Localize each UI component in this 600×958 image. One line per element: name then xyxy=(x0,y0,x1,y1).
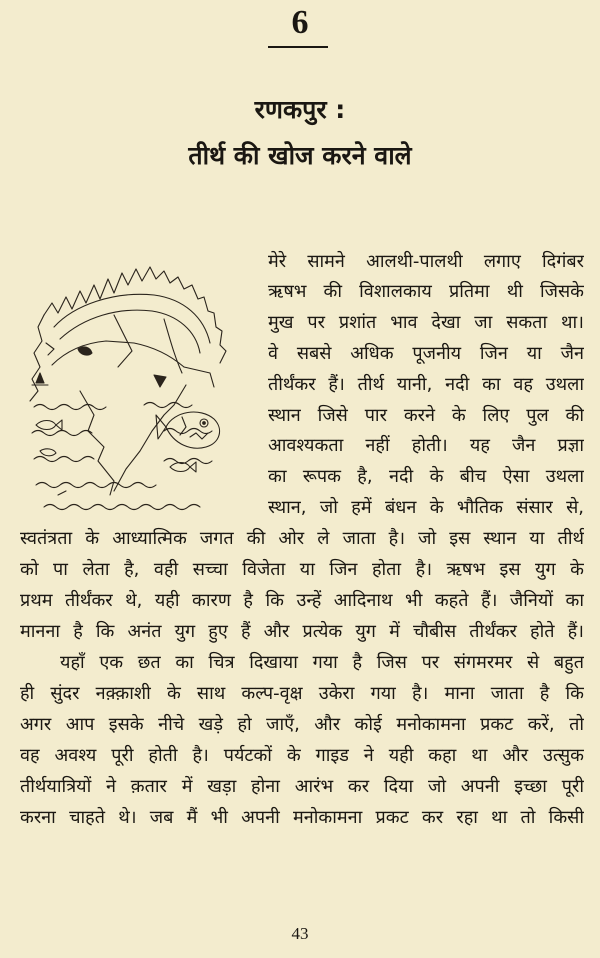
body-line-12: प्रथम तीर्थंकर थे, यही कारण है कि उन्हें आदिनाथ भी कहते हैं। जैनियों का xyxy=(20,590,584,611)
body-line-7: आवश्यकता नहीं होती। यह जैन प्रज्ञा xyxy=(268,435,584,456)
body-line-4: वे सबसे अधिक पूजनीय जिन या जैन xyxy=(268,343,584,364)
body-line-10: स्वतंत्रता के आध्यात्मिक जगत की ओर ले जाता है। जो इस स्थान या तीर्थ xyxy=(20,528,584,549)
body-line-15: ही सुंदर नक़्क़ाशी के साथ कल्प-वृक्ष उकेरा गया है। माना जाता है कि xyxy=(20,683,584,704)
page-number: 43 xyxy=(291,924,309,943)
body-line-16: अगर आप इसके नीचे खड़े हो जाएँ, और कोई मनोकामना प्रकट करें, तो xyxy=(20,714,584,735)
body-line-13: मानना है कि अनंत युग हुए हैं और प्रत्येक युग में चौबीस तीर्थंकर होते हैं। xyxy=(20,621,584,642)
chapter-title-line-2: तीर्थ की खोज करने वाले xyxy=(188,141,412,170)
body-line-8: का रूपक है, नदी के बीच ऐसा उथला xyxy=(268,466,584,487)
chapter-number: 6 xyxy=(291,4,309,41)
body-line-6: स्थान जिसे पार करने के लिए पुल की xyxy=(268,405,584,426)
body-line-17: वह अवश्य पूरी होती है। पर्यटकों के गाइड ने यही कहा था और उत्सुक xyxy=(20,745,584,766)
river-fish-sketch-illustration xyxy=(14,255,254,523)
body-line-11: को पा लेता है, वही सच्चा विजेता या जिन होता है। ऋषभ इस युग के xyxy=(20,559,584,580)
chapter-title-line-1: रणकपुर : xyxy=(254,95,346,124)
body-line-5: तीर्थंकर हैं। तीर्थ यानी, नदी का वह उथला xyxy=(268,374,584,395)
body-line-2: ऋषभ की विशालकाय प्रतिमा थी जिसके xyxy=(268,281,584,302)
body-line-18: तीर्थयात्रियों ने क़तार में खड़ा होना आरंभ कर दिया जो अपनी इच्छा पूरी xyxy=(20,776,584,797)
body-line-3: मुख पर प्रशांत भाव देखा जा सकता था। xyxy=(268,312,584,333)
body-line-1: मेरे सामने आलथी-पालथी लगाए दिगंबर xyxy=(268,251,584,272)
body-line-19: करना चाहते थे। जब मैं भी अपनी मनोकामना प्रकट कर रहा था तो किसी xyxy=(20,807,584,828)
body-line-9: स्थान, जो हमें बंधन के भौतिक संसार से, xyxy=(268,497,584,518)
chapter-underline xyxy=(268,46,328,48)
body-line-14: यहाँ एक छत का चित्र दिखाया गया है जिस पर संगमरमर से बहुत xyxy=(60,652,584,673)
